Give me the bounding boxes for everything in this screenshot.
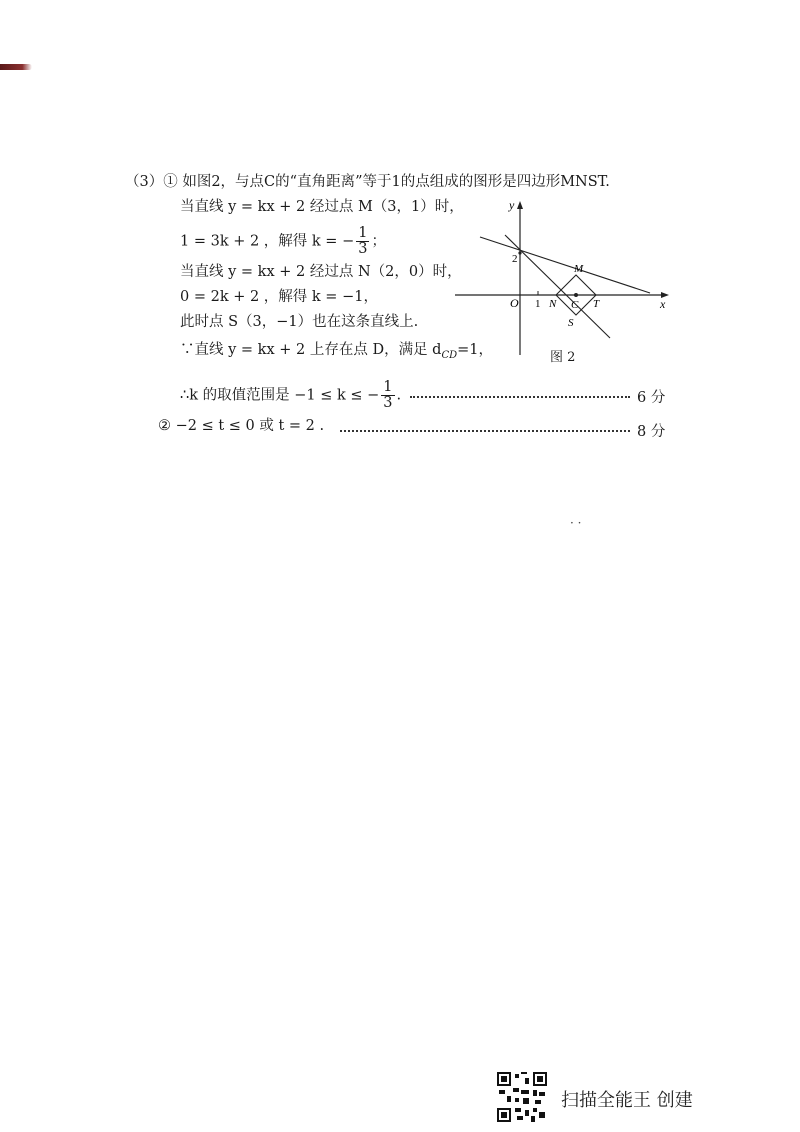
tick-label-1: 1 [535, 298, 541, 310]
fraction-one-third [356, 226, 369, 257]
figure-caption: 图 2 [550, 350, 576, 365]
fraction-one-third-2 [381, 380, 394, 411]
label-n: N [549, 298, 557, 310]
point-intercept [518, 251, 521, 254]
origin-label: O [510, 296, 519, 310]
watermark-text: 扫描全能王 创建 [561, 1090, 693, 1111]
solution-line-2: 当直线 y = kx + 2 经过点 M（3，1）时， [180, 199, 464, 215]
scan-specks: · · [570, 516, 582, 530]
scanner-watermark [497, 1072, 727, 1122]
leader-dots-1 [410, 396, 630, 398]
fraction-denominator: 3 [358, 241, 368, 257]
fraction-denominator-2: 3 [383, 395, 393, 411]
figure-2-graph [450, 195, 680, 370]
solution-line-8 [180, 380, 401, 411]
line-through-n [505, 235, 610, 338]
line-through-m [480, 237, 650, 293]
line-7-end: =1， [457, 342, 494, 358]
label-c: C [571, 299, 579, 311]
solution-line-4: 当直线 y = kx + 2 经过点 N（2，0）时， [180, 264, 462, 280]
line-7-subscript: CD [441, 349, 458, 361]
line-8-end: . [396, 387, 402, 404]
y-label: y [509, 198, 515, 212]
score-6: 6 分 [637, 390, 666, 406]
tick-label-2: 2 [512, 253, 518, 265]
solution-line-3 [180, 226, 386, 257]
score-8: 8 分 [637, 424, 666, 440]
y-axis-arrow [517, 201, 523, 209]
point-c [574, 293, 578, 297]
page-edge-mark [0, 64, 32, 70]
solution-line-6: 此时点 S（3，−1）也在这条直线上. [180, 314, 419, 330]
solution-line-1: （3）① 如图2，与点C的“直角距离”等于1的点组成的图形是四边形MNST. [125, 174, 610, 190]
line-7-text: ∵直线 y = kx + 2 上存在点 D，满足 d [180, 342, 442, 358]
fraction-numerator-2: 1 [383, 379, 393, 395]
fraction-numerator: 1 [358, 225, 368, 241]
line-8-text: ∴k 的取值范围是 −1 ≤ k ≤ − [180, 387, 380, 404]
label-s: S [568, 317, 574, 329]
solution-line-7 [180, 340, 493, 366]
solution-line-5: 0 = 2k + 2 ，解得 k = −1， [180, 289, 378, 305]
solution-line-9: ② −2 ≤ t ≤ 0 或 t = 2 . [158, 418, 325, 434]
line-3-equation: 1 = 3k + 2 ，解得 k = − [180, 233, 355, 250]
x-label: x [660, 297, 666, 311]
qr-code-icon [497, 1072, 547, 1122]
line-3-end: ； [371, 233, 386, 250]
label-m: M [574, 263, 584, 275]
label-t: T [593, 298, 600, 310]
leader-dots-2 [340, 430, 630, 432]
